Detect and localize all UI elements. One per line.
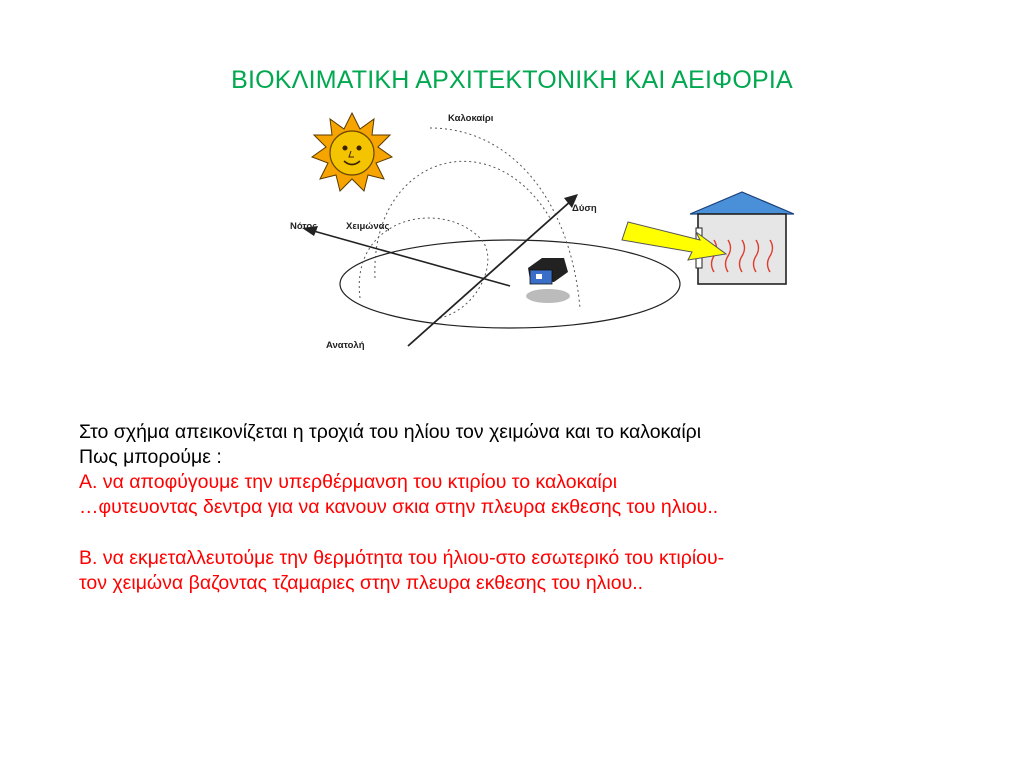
option-b-line-2: τον χειμώνα βαζοντας τζαμαριες στην πλευρα εκθεσης του ηλιου.. [79, 572, 644, 594]
sun-path-svg [280, 108, 800, 358]
sun-path-diagram [280, 108, 800, 358]
winter-path [359, 218, 488, 318]
label-winter: Χειμώνας [346, 221, 390, 232]
label-south: Νότος [290, 221, 318, 232]
paragraph-gap [79, 520, 959, 546]
summer-path [375, 161, 550, 278]
solar-gain-house-icon [690, 192, 794, 284]
body-text [79, 420, 959, 596]
slide-title: ΒΙΟΚΛΙΜΑΤΙΚΗ ΑΡΧΙΤΕΚΤΟΝΙΚΗ ΚΑΙ ΑΕΙΦΟΡΙΑ [231, 66, 793, 94]
label-summer: Καλοκαίρι [448, 113, 494, 124]
label-west: Δύση [572, 203, 597, 214]
option-a-line-2: …φυτευοντας δεντρα για να κανουν σκια στην πλευρα εκθεσης του ηλιου.. [79, 496, 719, 518]
option-b-line-1: Β. να εκμεταλλευτούμε την θερμότητα του ήλιου-στο εσωτερικό του κτιρίου- [79, 547, 725, 569]
south-axis [310, 230, 510, 286]
house-icon [526, 258, 570, 303]
summer-path-outer [430, 128, 580, 308]
intro-line: Στο σχήμα απεικονίζεται η τροχιά του ηλίου τον χειμώνα και το καλοκαίρι [79, 421, 702, 443]
question-line: Πως μπορούμε : [79, 446, 222, 468]
option-a-line-1: Α. να αποφύγουμε την υπερθέρμανση του κτιρίου το καλοκαίρι [79, 471, 618, 493]
label-east: Ανατολή [326, 340, 365, 351]
sun-icon [312, 113, 392, 191]
